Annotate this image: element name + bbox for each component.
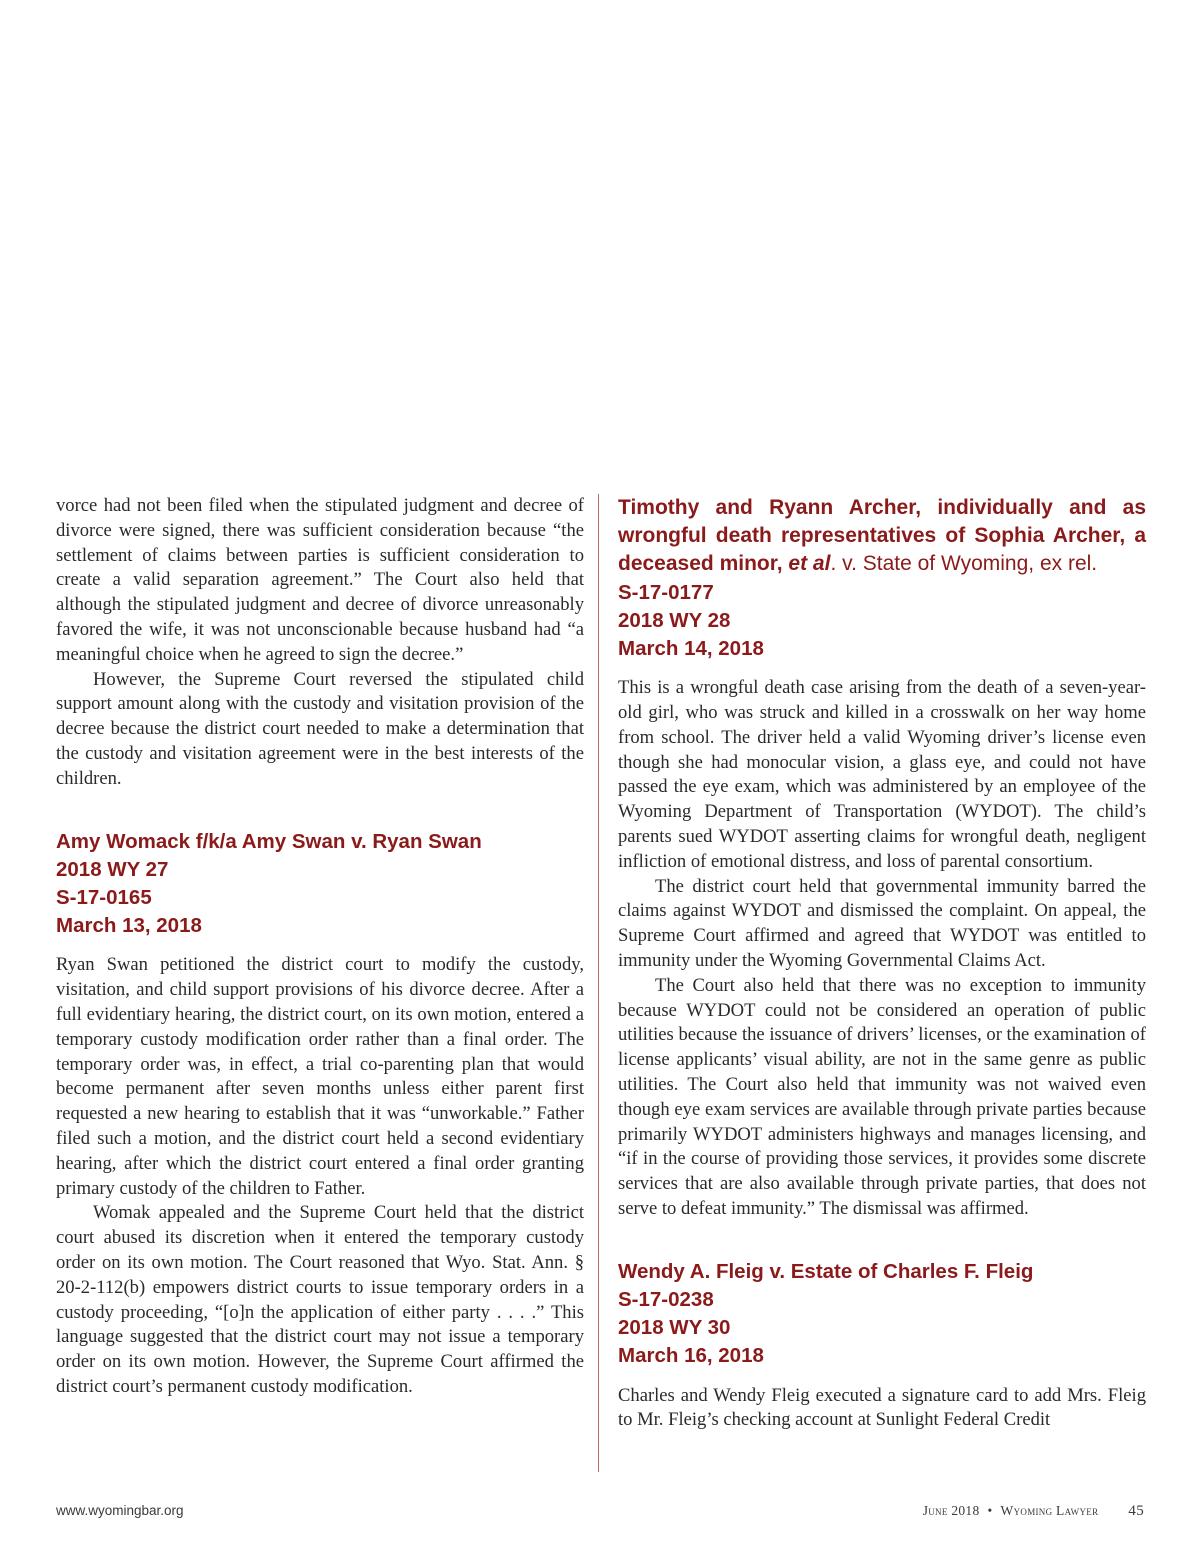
left-column [56, 494, 584, 1400]
footer-issue: June 2018 [922, 1503, 980, 1518]
case-citation: 2018 WY 27 [56, 857, 169, 881]
footer-publication: Wyoming Lawyer [1000, 1503, 1099, 1518]
column-divider [598, 494, 599, 1472]
case-citation: 2018 WY 28 [618, 608, 731, 632]
case-date: March 13, 2018 [56, 914, 202, 938]
case-docket: S-17-0177 [618, 580, 714, 604]
case-title: Amy Womack f/k/a Amy Swan v. Ryan Swan [56, 829, 482, 853]
case-paragraph: This is a wrongful death case arising from the death of a seven-year-old girl, who was struck and killed in a crosswalk on her way home from school. The driver held a valid Wyoming driver’s license even though she had monocular vision, a glass eye, and could not have passed the eye exam, which was administered by an employee of the Wyoming Department of Transportation (WYDOT). The child’s parents sued WYDOT asserting claims for wrongful death, negligent infliction of emotional distress, and loss of parental consortium. [618, 677, 1146, 872]
case-date: March 16, 2018 [618, 1344, 764, 1368]
continued-paragraph: vorce had not been filed when the stipulated judgment and decree of divorce were signed, there was sufficient consideration because “the settlement of claims between parties is sufficient consideration to create a valid separation agreement.” The Court also held that although the stipulated judgment and decree of divorce unreasonably favored the wife, it was not unconscionable because husband had “a meaningful choice when he agreed to sign the decree.” [56, 495, 584, 665]
case-heading-archer [618, 494, 1146, 663]
case-docket: S-17-0238 [618, 1287, 714, 1311]
case-paragraph: Ryan Swan petitioned the district court to modify the custody, visitation, and child support provisions of his divorce decree. After a full evidentiary hearing, the district court, on its own motion, entered a temporary custody modification order rather than a final order. The temporary order was, in effect, a trial co-parenting plan that would become permanent after seven months unless either parent first requested a new hearing to establish that it was “unworkable.” Father filed such a motion, and the district court held a second evidentiary hearing, after which the district court entered a final order granting primary custody of the children to Father. [56, 954, 584, 1199]
footer-website: www.wyomingbar.org [56, 1503, 184, 1518]
case-title: Timothy and Ryann Archer, individually and as wrongful death representatives of Sophia Archer, a deceased minor, et al. v. State of Wyoming, ex rel. [618, 496, 1146, 576]
case-paragraph: Womak appealed and the Supreme Court held that the district court abused its discretion when it entered the temporary custody order on its own motion. The Court reasoned that Wyo. Stat. Ann. § 20-2-112(b) empowers district courts to issue temporary orders in a custody proceeding, “[o]n the application of either party . . . .” This language suggested that the district court may not issue a temporary order on its own motion. However, the Supreme Court affirmed the district court’s permanent custody modification. [56, 1202, 584, 1397]
case-heading-fleig [618, 1258, 1146, 1371]
case-paragraph: Charles and Wendy Fleig executed a signature card to add Mrs. Fleig to Mr. Fleig’s checking account at Sunlight Federal Credit [618, 1384, 1146, 1431]
case-paragraph: The Court also held that there was no exception to immunity because WYDOT could not be considered an operation of public utilities because the issuance of drivers’ licenses, or the examination of license applicants’ visual ability, are not in the same genre as public utilities. The Court also held that immunity was not waived even though eye exam services are available through private parties because primarily WYDOT administers highways and manages licensing, and “if in the course of providing those services, it provides some discrete services that are also available through private parties, that does not serve to defeat immunity.” The dismissal was affirmed. [618, 974, 1146, 1219]
page-number: 45 [1128, 1503, 1144, 1519]
case-docket: S-17-0165 [56, 885, 152, 909]
case-citation: 2018 WY 30 [618, 1316, 731, 1340]
case-date: March 14, 2018 [618, 637, 764, 661]
right-column [618, 494, 1146, 1433]
case-paragraph: The district court held that governmental immunity barred the claims against WYDOT and dismissed the complaint. On appeal, the Supreme Court affirmed and agreed that WYDOT was entitled to immunity under the Wyoming Governmental Claims Act. [618, 875, 1146, 971]
case-title: Wendy A. Fleig v. Estate of Charles F. Fleig [618, 1259, 1034, 1283]
continued-paragraph: However, the Supreme Court reversed the stipulated child support amount along with the custody and visitation provision of the decree because the district court needed to make a determination that the custody and visitation agreement were in the best interests of the children. [56, 668, 584, 789]
footer-issue-info [923, 1503, 1144, 1520]
footer-bullet: • [987, 1503, 993, 1518]
case-heading-womack [56, 828, 584, 941]
